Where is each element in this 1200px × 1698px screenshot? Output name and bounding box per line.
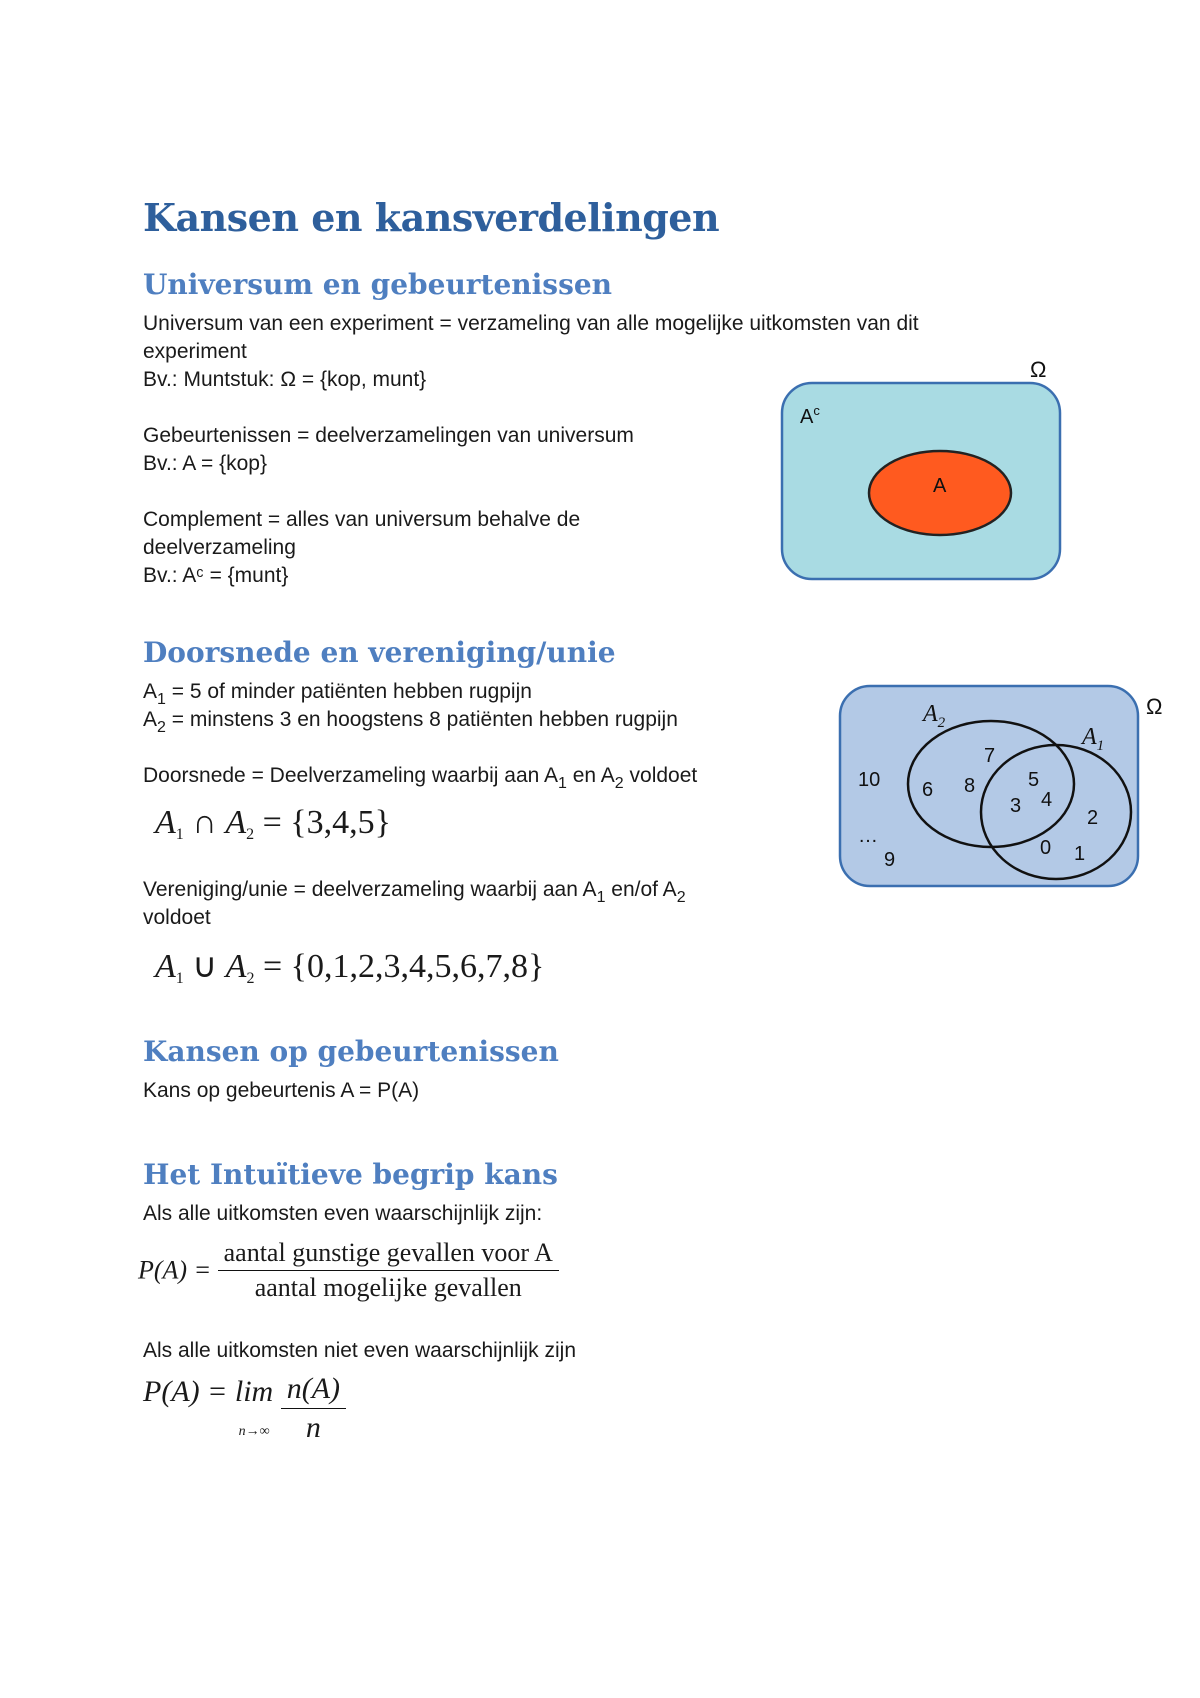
fraction-numerator: aantal gunstige gevallen voor A — [218, 1238, 559, 1271]
a2-label: $A_2$ — [923, 701, 946, 731]
section-heading-universum: Universum en gebeurtenissen — [143, 268, 612, 301]
a1-label: $A_1$ — [1082, 724, 1105, 754]
element-7: 7 — [984, 745, 996, 767]
section-heading-intuitief: Het Intuïtieve begrip kans — [143, 1158, 558, 1191]
classical-probability-formula: P(A) = $\frac{\text{aantal gunstige gevallen voor A}}{\text{aantal mogelijke gevallen}}$ — [138, 1238, 559, 1303]
text-line: experiment — [143, 340, 247, 363]
section-heading-kansen: Kansen op gebeurtenissen — [143, 1035, 559, 1068]
section-heading-doorsnede: Doorsnede en vereniging/unie — [143, 636, 616, 669]
text-line: deelverzameling — [143, 536, 296, 559]
element-2: 2 — [1087, 807, 1099, 829]
element-3: 3 — [1010, 795, 1022, 817]
text-line: Als alle uitkomsten niet even waarschijnlijk zijn — [143, 1339, 577, 1362]
element-6: 6 — [922, 779, 934, 801]
element-0: 0 — [1040, 837, 1052, 859]
element-9: 9 — [884, 849, 896, 871]
page-title: Kansen en kansverdelingen — [143, 195, 720, 240]
text-line-doorsnede: Doorsnede = Deelverzameling waarbij aan $A_1$ en $A_2$ voldoet — [143, 764, 698, 792]
omega-label: Ω — [1030, 357, 1047, 382]
text-line: Gebeurtenissen = deelverzamelingen van universum — [143, 424, 634, 447]
venn-diagram-a1-a2 — [830, 678, 1170, 893]
text-line: Bv.: A = {kop} — [143, 452, 267, 475]
limit-numerator: n(A) — [281, 1372, 346, 1409]
limit-probability-formula: P(A) = lim n→∞ $\frac{n(A)}{n}$ — [143, 1372, 346, 1445]
text-line: voldoet — [143, 906, 211, 929]
element-1: 1 — [1074, 843, 1086, 865]
element-5: 5 — [1028, 769, 1040, 791]
text-line: Bv.: Aᶜ = {munt} — [143, 564, 289, 587]
fraction-denominator: aantal mogelijke gevallen — [254, 1273, 522, 1302]
complement-label: $A^c$ — [800, 403, 820, 428]
text-line: Universum van een experiment = verzameling van alle mogelijke uitkomsten van dit — [143, 312, 919, 335]
union-formula: $A_1$ ∪ $A_2 = \{0,1,2,3,4,5,6,7,8\}$ — [155, 948, 545, 987]
text-line-unie: Vereniging/unie = deelverzameling waarbij aan $A_1$ en/of $A_2$ — [143, 878, 686, 906]
intersection-formula: $A_1$ ∩ $A_2 = \{3,4,5\}$ — [155, 804, 391, 843]
element-8: 8 — [964, 775, 976, 797]
text-line-a1: $A_1 = 5$ of minder patiënten hebben rugpijn — [143, 680, 532, 708]
omega-label: Ω — [1146, 694, 1163, 719]
venn-diagram-complement — [770, 355, 1070, 585]
text-line: Als alle uitkomsten even waarschijnlijk zijn: — [143, 1202, 543, 1225]
element-10: 10 — [858, 769, 881, 791]
text-line: Kans op gebeurtenis A = P(A) — [143, 1079, 420, 1102]
text-line: Bv.: Muntstuk: Ω = {kop, munt} — [143, 368, 427, 391]
event-a-label: A — [933, 475, 947, 497]
element-4: 4 — [1041, 789, 1053, 811]
ellipsis: … — [858, 825, 878, 847]
text-line-a2: $A_2$ = minstens 3 en hoogstens 8 patiënten hebben rugpijn — [143, 708, 678, 736]
text-line: Complement = alles van universum behalve de — [143, 508, 581, 531]
limit-denominator: n — [305, 1411, 321, 1444]
